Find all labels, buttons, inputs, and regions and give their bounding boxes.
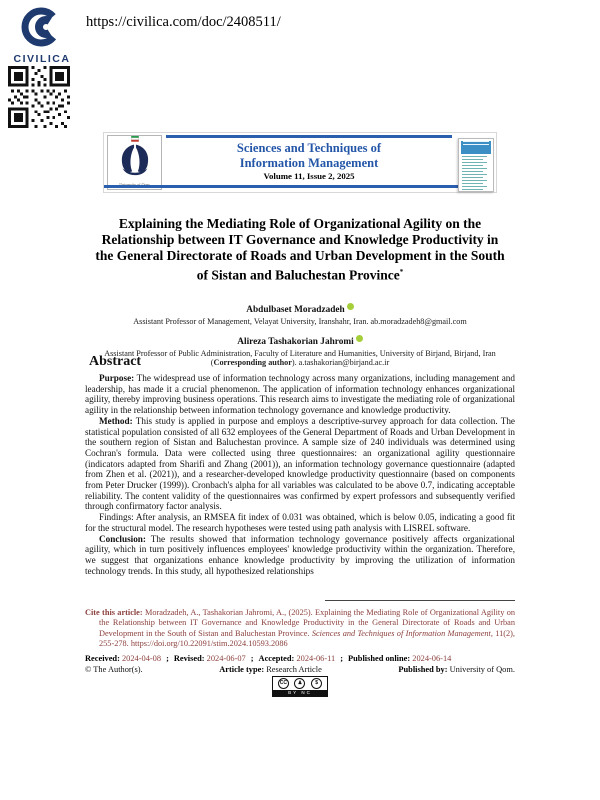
corresponding-author-label: Corresponding author [213, 358, 292, 368]
cite-this-article [85, 608, 515, 649]
conclusion-label: Conclusion: [99, 533, 146, 544]
cite-label: Cite this article: [85, 608, 143, 617]
publisher-value: University of Qom. [449, 665, 515, 675]
received-date: 2024-04-08 [121, 654, 162, 664]
license-row [0, 676, 600, 697]
journal-banner [103, 132, 497, 193]
article-type-value: Research Article [266, 665, 322, 675]
article-dates [85, 654, 515, 663]
doi-link[interactable]: https://doi.org/10.22091/stim.2024.10593.2086 [130, 638, 288, 648]
date-separator: ; [250, 654, 254, 664]
revised-date: 2024-06-07 [206, 654, 246, 664]
received-label: Received: [85, 654, 120, 664]
author-2-affiliation-pre: Assistant Professor of Public Administration, Faculty of Literature and Humanities, University of Birjand, Birjand, Iran ( [104, 348, 496, 368]
author-2-affiliation-post: ). a.tashakorian@birjand.ac.ir [291, 358, 390, 368]
abstract-purpose [85, 373, 515, 416]
cc-by-person-icon: ♟ [294, 678, 305, 689]
conclusion-text: The results showed that information technology governance positively affects organizational agility, which in turn positively influences employees' knowledge productivity within the organization. Therefore, we suggest that organizations enhance knowledge productivity by improving the utilization of information technology trends. In this study, all hypothesized relationships [85, 533, 515, 576]
article-type-label: Article type: [219, 665, 265, 675]
cc-icon: CC [278, 678, 289, 689]
article-meta-row [85, 665, 515, 674]
journal-volume-issue: Volume 11, Issue 2, 2025 [263, 171, 355, 181]
journal-title [166, 141, 452, 170]
journal-title-line1: Sciences and Techniques of [236, 141, 382, 155]
civilica-c-icon [11, 37, 73, 54]
journal-cover-header [461, 141, 491, 154]
author-1-affiliation: Assistant Professor of Management, Velayat University, Iranshahr, Iran. ab.moradzadeh8@gmail.com [133, 317, 467, 326]
purpose-label: Purpose: [99, 373, 135, 383]
abstract-findings [85, 512, 515, 533]
cite-text-part2: , 11(2), 255-278. [99, 628, 515, 648]
university-of-qom-logo [107, 135, 162, 190]
copyright-notice: © The Author(s). [85, 665, 143, 675]
date-separator: ; [166, 654, 169, 664]
author-2-name: Alireza Tashakorian Jahromi [237, 336, 354, 347]
banner-bottom-rule [104, 185, 466, 188]
orcid-icon[interactable] [356, 335, 363, 342]
document-url-link[interactable]: https://civilica.com/doc/2408511/ [86, 14, 281, 30]
citation-divider [325, 600, 515, 601]
journal-cover-toc-lines [462, 156, 490, 190]
civilica-logo [10, 6, 74, 65]
accepted-label: Accepted: [258, 654, 295, 664]
cc-nc-icon: $ [311, 678, 322, 689]
civilica-brand-text: CIVILICA [13, 53, 71, 65]
date-separator: ; [340, 654, 344, 664]
journal-title-line2: Information Management [239, 155, 379, 170]
published-online-date: 2024-06-14 [412, 654, 452, 664]
findings-text: After analysis, an RMSEA fit index of 0.031 was obtained, which is below 0.05, indicating a good fit for the structural model. The research hypotheses were tested using path analysis with LISREL software. [85, 512, 515, 533]
article-type [219, 665, 322, 674]
paper-title [92, 216, 508, 284]
citation-section [85, 600, 515, 674]
orcid-icon[interactable] [347, 303, 354, 310]
title-footnote-mark: * [399, 268, 404, 276]
journal-cover-thumbnail [458, 138, 494, 192]
paper-title-text: Explaining the Mediating Role of Organizational Agility on the Relationship between IT Governance and Knowledge Productivity in the General Directorate of Roads and Urban Development in the South of Sistan and Baluchestan Province [95, 216, 505, 283]
abstract-heading: Abstract [89, 354, 142, 369]
cc-license-strip-label: BY NC [273, 690, 327, 696]
cc-by-nc-license-badge[interactable] [272, 676, 328, 697]
method-text: This study is applied in purpose and employs a descriptive-survey approach for data collection. The statistical population consisted of all 632 employees of the General Department of Roads and Urban Development in the southern region of Sistan and Baluchestan province. A sample size of 240 individuals was determined using Cochran's formula. Data were collected using three questionnaires: an organizational agility questionnaire (indicators adapted from Sharifi and Zhang (2001)), an information technology governance questionnaire (adapted from Zhen et al. (2021)), and a researcher-developed knowledge productivity questionnaire (based on components from Peter Drucker (1999)). Cronbach's alpha for all variables was calculated to be above 0.7, indicating acceptable reliability. The content validity of the questionnaires was confirmed by expert professors and subsequently verified through confirmatory factor analysis. [85, 415, 515, 512]
purpose-text: The widespread use of information technology across many organizations, including management and leadership, has made it a crucial phenomenon. The application of information technology enhances organizational agility, thereby improving business operations. This research aims to investigate the mediating role of organizational agility in the relationship between information technology governance and knowledge productivity. [85, 373, 515, 416]
publisher [398, 665, 515, 674]
findings-label: Findings: [99, 512, 134, 523]
author-1 [85, 299, 515, 327]
cite-text-part1: Moradzadeh, A., Tashakorian Jahromi, A., (2025). Explaining the Mediating Role of Organizational Agility on the Relationship between IT Governance and Knowledge Productivity in the General Directorate of Roads and Urban Development in the South of Sistan and Baluchestan Province. [99, 608, 515, 638]
accepted-date: 2024-06-11 [296, 654, 336, 664]
cite-journal-name: Sciences and Techniques of Information Management [311, 628, 491, 638]
method-label: Method: [99, 415, 133, 426]
qr-code [8, 66, 70, 128]
published-online-label: Published online: [348, 654, 411, 664]
abstract-conclusion [85, 534, 515, 577]
abstract-section [85, 354, 515, 576]
banner-top-rule [166, 135, 452, 138]
abstract-method [85, 416, 515, 512]
revised-label: Revised: [173, 654, 205, 664]
author-1-name: Abdulbaset Moradzadeh [246, 305, 345, 315]
publisher-label: Published by: [398, 665, 448, 675]
